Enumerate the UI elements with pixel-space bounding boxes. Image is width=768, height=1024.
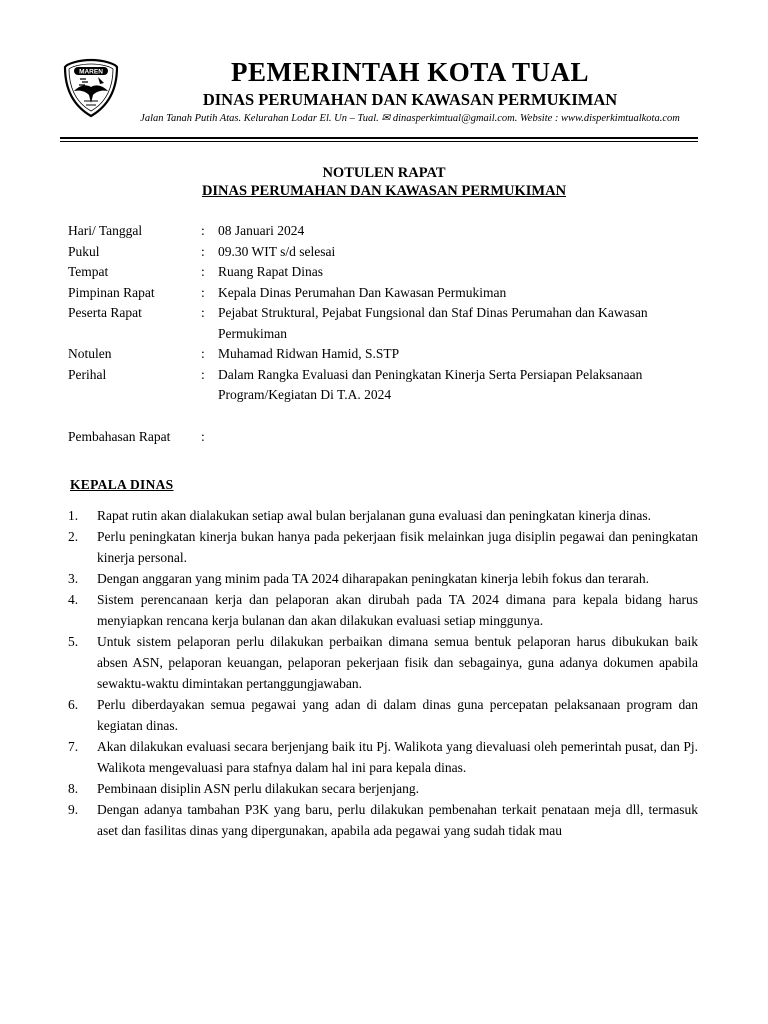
- item-text: Sistem perencanaan kerja dan pelaporan akan dirubah pada TA 2024 dimana para kepala bidang harus menyiapkan rencana kerja bulanan dan akan dilakukan evaluasi setiap minggunya.: [97, 592, 698, 628]
- organization-subtitle: DINAS PERUMAHAN DAN KAWASAN PERMUKIMAN: [202, 90, 618, 109]
- info-key: Peserta Rapat: [68, 305, 142, 320]
- discussion-list: [68, 505, 698, 841]
- info-colon: :: [201, 243, 205, 259]
- letterhead-divider-thin: [60, 141, 698, 142]
- info-colon: :: [201, 264, 205, 279]
- info-row: [68, 344, 708, 365]
- item-number: 4.: [68, 592, 79, 607]
- list-item: [68, 799, 698, 841]
- info-colon: :: [201, 366, 205, 382]
- item-number: 2.: [68, 529, 79, 544]
- info-key: Notulen: [68, 346, 112, 361]
- heading-line-1: NOTULEN RAPAT: [322, 165, 446, 181]
- document-heading: [0, 164, 768, 200]
- info-colon: :: [201, 223, 205, 238]
- info-colon: :: [201, 346, 205, 361]
- item-text: Pembinaan disiplin ASN perlu dilakukan secara berjenjang.: [97, 781, 420, 796]
- item-number: 8.: [68, 781, 79, 796]
- list-item: [68, 736, 698, 778]
- info-value: 08 Januari 2024: [218, 223, 305, 238]
- info-row: [68, 283, 708, 304]
- discussion-label: Pembahasan Rapat: [68, 429, 171, 444]
- svg-text:MAREN: MAREN: [79, 68, 103, 76]
- info-row: [68, 262, 708, 283]
- organization-address: Jalan Tanah Putih Atas. Kelurahan Lodar El. Un – Tual. ✉ dinasperkimtual@gmail.com. Website : www.disperkimtualkota.com: [140, 113, 680, 124]
- item-text: Perlu peningkatan kinerja bukan hanya pada pekerjaan fisik melainkan juga disiplin pegawai dan peningkatan kinerja personal.: [97, 529, 698, 565]
- info-value: Ruang Rapat Dinas: [218, 264, 323, 279]
- item-number: 9.: [68, 802, 79, 817]
- item-text: Perlu diberdayakan semua pegawai yang adan di dalam dinas guna percepatan pelaksanaan program dan kegiatan dinas.: [97, 697, 698, 733]
- list-item: [68, 631, 698, 694]
- info-value: Kepala Dinas Perumahan Dan Kawasan Permukiman: [218, 284, 507, 300]
- city-emblem-icon: [60, 57, 122, 119]
- info-colon: :: [201, 429, 205, 444]
- info-value: Muhamad Ridwan Hamid, S.STP: [218, 346, 400, 361]
- heading-line-2: DINAS PERUMAHAN DAN KAWASAN PERMUKIMAN: [201, 183, 567, 199]
- discussion-label-row: [68, 427, 205, 447]
- info-value: Pejabat Struktural, Pejabat Fungsional dan Staf Dinas Perumahan dan Kawasan Permukiman: [218, 305, 648, 341]
- info-row: [68, 303, 708, 344]
- item-text: Dengan anggaran yang minim pada TA 2024 diharapakan peningkatan kinerja lebih fokus dan terarah.: [97, 571, 649, 586]
- info-key: Hari/ Tanggal: [68, 223, 143, 238]
- info-key: Perihal: [68, 366, 107, 382]
- item-text: Untuk sistem pelaporan perlu dilakukan perbaikan dimana semua bentuk pelaporan harus dibukukan baik absen ASN, pelaporan keuangan, pelaporan pekerjaan fisik dan sebagainya, guna adanya dokumen apabila sewaktu-waktu dimintakan pertanggungjawaban.: [97, 634, 698, 691]
- info-value: 09.30 WIT s/d selesai: [218, 243, 336, 259]
- list-item: [68, 694, 698, 736]
- meeting-info: [68, 221, 708, 406]
- item-number: 1.: [68, 508, 79, 523]
- item-number: 5.: [68, 634, 79, 649]
- info-value: Dalam Rangka Evaluasi dan Peningkatan Kinerja Serta Persiapan Pelaksanaan Program/Kegiatan Di T.A. 2024: [218, 366, 643, 402]
- item-number: 3.: [68, 571, 79, 586]
- letterhead: [120, 56, 700, 125]
- list-item: [68, 526, 698, 568]
- list-item: [68, 505, 698, 526]
- info-colon: :: [201, 305, 205, 320]
- list-item: [68, 568, 698, 589]
- info-row: [68, 221, 708, 242]
- letterhead-divider: [60, 137, 698, 139]
- info-row: [68, 365, 708, 406]
- item-text: Akan dilakukan evaluasi secara berjenjang baik itu Pj. Walikota yang dievaluasi oleh pemerintah pusat, dan Pj. Walikota mengevaluasi para stafnya dalam hal ini para kepala dinas.: [97, 739, 698, 775]
- item-number: 7.: [68, 739, 79, 754]
- info-key: Pimpinan Rapat: [68, 284, 155, 300]
- info-key: Tempat: [68, 264, 109, 279]
- item-text: Rapat rutin akan dialakukan setiap awal bulan berjalanan guna evaluasi dan peningkatan kinerja dinas.: [97, 508, 652, 523]
- info-row: [68, 242, 708, 263]
- organization-title: PEMERINTAH KOTA TUAL: [230, 57, 590, 87]
- item-text: Dengan adanya tambahan P3K yang baru, perlu dilakukan pembenahan terkait penataan meja dll, termasuk aset dan fasilitas dinas yang dipergunakan, apabila ada pegawai yang sudah tidak mau: [97, 802, 698, 838]
- list-item: [68, 589, 698, 631]
- list-item: [68, 778, 698, 799]
- item-number: 6.: [68, 697, 79, 712]
- info-colon: :: [201, 284, 205, 300]
- section-title: KEPALA DINAS: [70, 477, 174, 492]
- info-key: Pukul: [68, 243, 100, 259]
